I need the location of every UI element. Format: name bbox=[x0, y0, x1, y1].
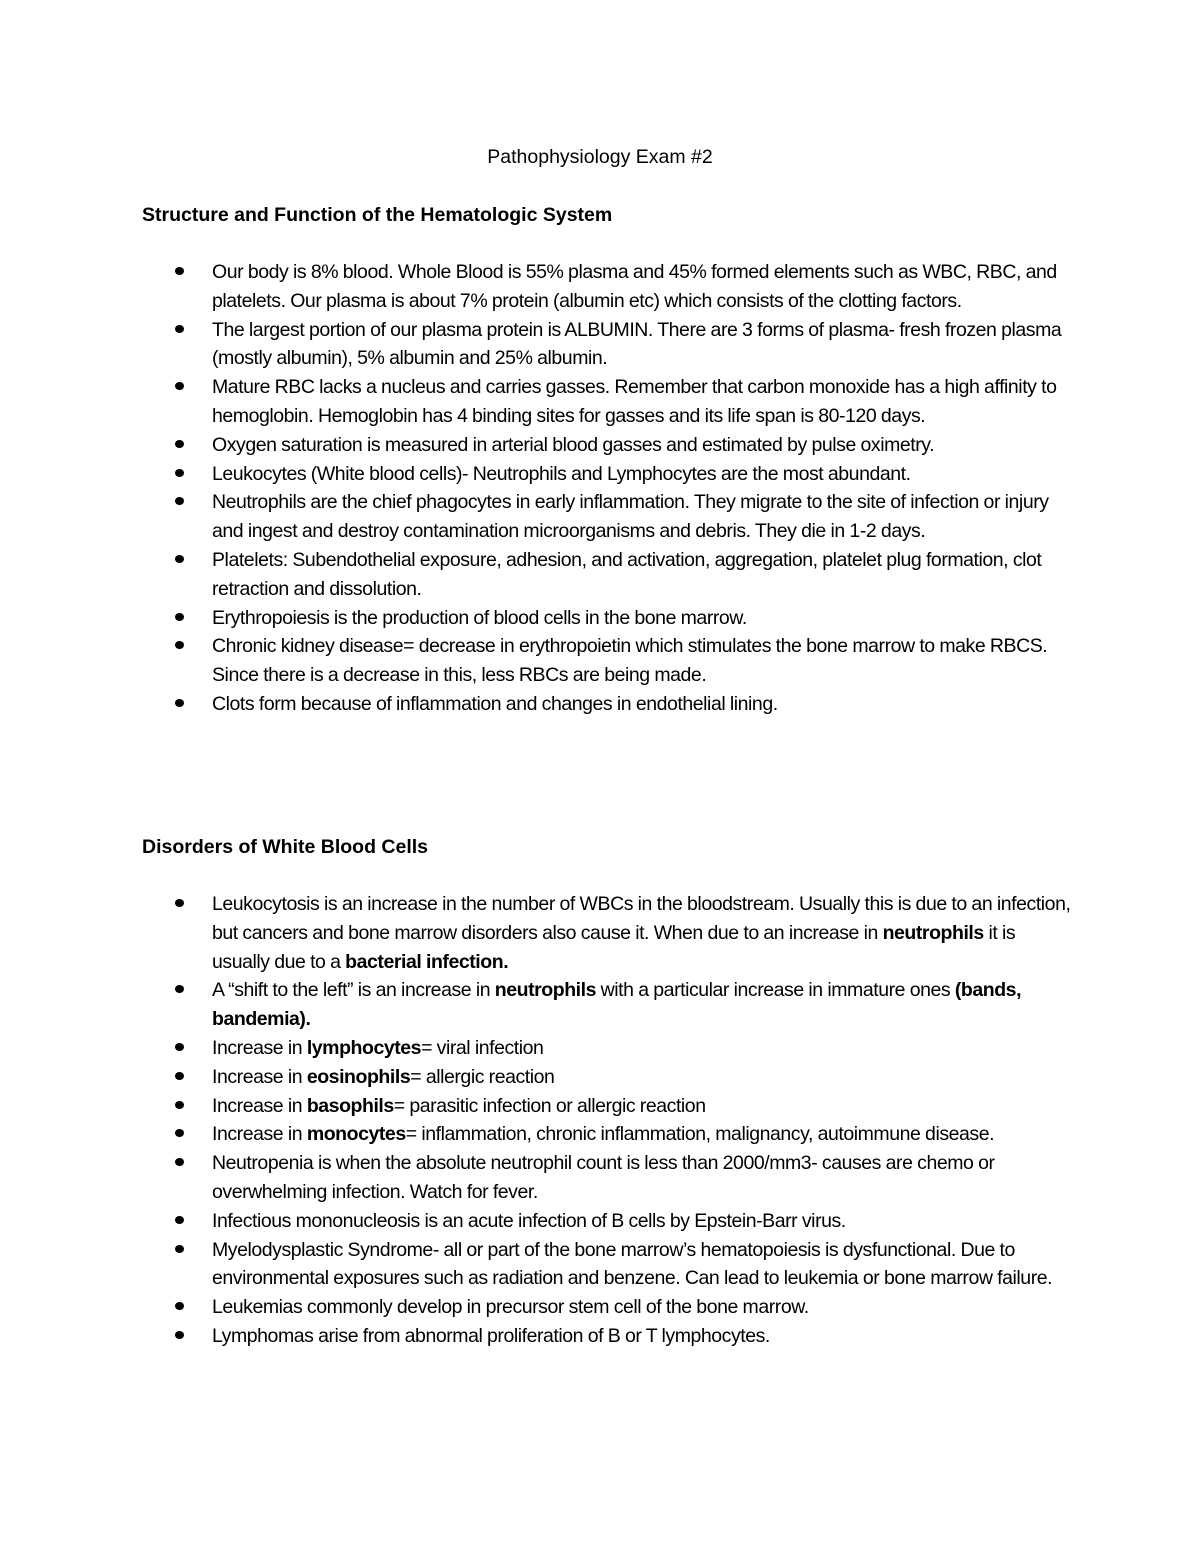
list-item bbox=[142, 1236, 1072, 1294]
list-item-text: Increase in bbox=[212, 1123, 307, 1146]
list-item bbox=[142, 604, 1072, 633]
bold-term: eosinophils bbox=[306, 1065, 411, 1088]
list-item-text: Clots form because of inflammation and changes in endothelial lining. bbox=[212, 692, 778, 715]
list-item bbox=[142, 431, 1072, 460]
bullet-icon bbox=[175, 613, 184, 621]
bold-term: lymphocytes bbox=[306, 1036, 422, 1059]
list-item-text: The largest portion of our plasma protein is ALBUMIN. There are 3 forms of plasma- fresh frozen plasma (mostly albumin), 5% albumin and 25% albumin. bbox=[212, 318, 1062, 370]
bullet-icon bbox=[175, 1072, 184, 1080]
hematologic-system-bullet-list bbox=[142, 258, 1072, 719]
list-item-text: Increase in bbox=[212, 1094, 307, 1117]
list-item bbox=[142, 316, 1072, 374]
list-item-text: Leukocytosis is an increase in the number of WBCs in the bloodstream. Usually this is due to an infection, but cancers and bone marrow disorders also cause it. When due to an increase in bbox=[212, 893, 1071, 944]
list-item bbox=[142, 1149, 1072, 1207]
list-item-text: = inflammation, chronic inflammation, malignancy, autoimmune disease. bbox=[405, 1123, 995, 1146]
list-item bbox=[142, 1322, 1072, 1351]
bold-term: bacterial infection. bbox=[345, 950, 509, 973]
list-item bbox=[142, 1120, 1072, 1149]
bullet-icon bbox=[175, 699, 184, 707]
list-item-text: Increase in bbox=[212, 1065, 307, 1088]
list-item bbox=[142, 258, 1072, 316]
list-item-text: Myelodysplastic Syndrome- all or part of the bone marrow’s hematopoiesis is dysfunctional. Due to environmental exposures such as radiation and benzene. Can lead to leukemia or bone marrow failure. bbox=[212, 1238, 1053, 1290]
list-item-text: Neutropenia is when the absolute neutrophil count is less than 2000/mm3- causes are chemo or overwhelming infection. Watch for fever. bbox=[212, 1152, 995, 1203]
section-heading-white-blood-cell-disorders: Disorders of White Blood Cells bbox=[142, 836, 429, 858]
bullet-icon bbox=[175, 1158, 184, 1166]
list-item bbox=[142, 1207, 1072, 1236]
list-item-text: Chronic kidney disease= decrease in erythropoietin which stimulates the bone marrow to make RBCS. Since there is a decrease in this, less RBCs are being made. bbox=[212, 635, 1048, 687]
list-item-text: Erythropoiesis is the production of blood cells in the bone marrow. bbox=[212, 606, 747, 629]
bold-term: monocytes bbox=[306, 1123, 406, 1146]
list-item-text: Oxygen saturation is measured in arterial blood gasses and estimated by pulse oximetry. bbox=[212, 433, 935, 456]
bold-term: basophils bbox=[306, 1094, 394, 1117]
bullet-icon bbox=[175, 555, 184, 563]
list-item bbox=[142, 546, 1072, 604]
list-item-text: Leukocytes (White blood cells)- Neutrophils and Lymphocytes are the most abundant. bbox=[212, 462, 911, 485]
list-item bbox=[142, 890, 1072, 976]
bullet-icon bbox=[175, 325, 184, 333]
list-item-text: it is usually due to a bbox=[212, 921, 1016, 973]
list-item bbox=[142, 373, 1072, 431]
bullet-icon bbox=[175, 469, 184, 477]
bullet-icon bbox=[175, 641, 184, 649]
list-item-text: Neutrophils are the chief phagocytes in early inflammation. They migrate to the site of infection or injury and ingest and destroy contamination microorganisms and debris. They die in 1-2 days. bbox=[212, 491, 1049, 543]
list-item-text: Our body is 8% blood. Whole Blood is 55% plasma and 45% formed elements such as WBC, RBC, and platelets. Our plasma is about 7% protein (albumin etc) which consists of the clotting factors. bbox=[212, 261, 1057, 312]
bullet-icon bbox=[175, 899, 184, 907]
bullet-icon bbox=[175, 985, 184, 993]
list-item-text: Leukemias commonly develop in precursor stem cell of the bone marrow. bbox=[212, 1296, 809, 1319]
wbc-disorders-bullet-list bbox=[142, 890, 1072, 1351]
bold-term: neutrophils bbox=[494, 979, 596, 1002]
list-item-text: = parasitic infection or allergic reaction bbox=[393, 1094, 706, 1117]
document-title: Pathophysiology Exam #2 bbox=[487, 146, 713, 168]
list-item-text: Infectious mononucleosis is an acute infection of B cells by Epstein-Barr virus. bbox=[212, 1209, 846, 1232]
bold-term: neutrophils bbox=[882, 921, 984, 944]
bullet-icon bbox=[175, 1245, 184, 1253]
bullet-icon bbox=[175, 267, 184, 275]
bullet-icon bbox=[175, 1101, 184, 1109]
bullet-icon bbox=[175, 1216, 184, 1224]
list-item-text: = viral infection bbox=[421, 1036, 544, 1059]
list-item-text: Increase in bbox=[212, 1036, 307, 1059]
bullet-icon bbox=[175, 1331, 184, 1339]
bullet-icon bbox=[175, 497, 184, 505]
list-item bbox=[142, 488, 1072, 546]
list-item bbox=[142, 690, 1072, 719]
bullet-icon bbox=[175, 1302, 184, 1310]
list-item-text: A “shift to the left” is an increase in bbox=[212, 979, 495, 1002]
list-item-text: with a particular increase in immature ones bbox=[596, 979, 955, 1002]
list-item-text: Lymphomas arise from abnormal proliferation of B or T lymphocytes. bbox=[212, 1324, 770, 1347]
bullet-icon bbox=[175, 440, 184, 448]
section-heading-hematologic-system: Structure and Function of the Hematologic System bbox=[142, 204, 613, 226]
list-item bbox=[142, 1293, 1072, 1322]
bullet-icon bbox=[175, 1043, 184, 1051]
list-item bbox=[142, 976, 1072, 1034]
bold-term: (bands, bandemia). bbox=[212, 979, 1022, 1031]
list-item-text: Mature RBC lacks a nucleus and carries gasses. Remember that carbon monoxide has a high affinity to hemoglobin. Hemoglobin has 4 binding sites for gasses and its life span is 80-120 days. bbox=[212, 376, 1057, 427]
list-item bbox=[142, 460, 1072, 489]
bullet-icon bbox=[175, 1129, 184, 1137]
list-item bbox=[142, 1092, 1072, 1121]
list-item bbox=[142, 1063, 1072, 1092]
bullet-icon bbox=[175, 382, 184, 390]
list-item-text: = allergic reaction bbox=[410, 1065, 555, 1088]
list-item-text: Platelets: Subendothelial exposure, adhesion, and activation, aggregation, platelet plug formation, clot retraction and dissolution. bbox=[212, 548, 1042, 600]
list-item bbox=[142, 632, 1072, 690]
list-item bbox=[142, 1034, 1072, 1063]
